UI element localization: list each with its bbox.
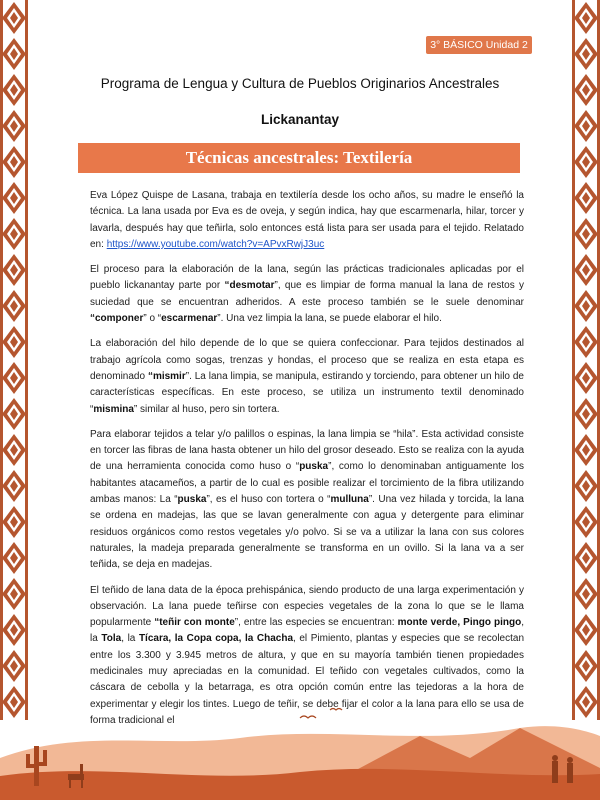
footer-birds-icon	[300, 709, 342, 719]
text-run: , la	[90, 617, 524, 645]
left-decorative-border	[0, 0, 28, 720]
bold-term: puska	[299, 461, 329, 473]
text-run: ”, entre las especies se encuentran:	[234, 617, 398, 629]
bold-term: mulluna	[330, 494, 369, 506]
section-banner	[78, 143, 520, 173]
text-run: , el Pimiento, plantas y especies que se recolectan entre los 3.300 y 3.945 metros de altura, y que en su mayoría también tienen propiedades medicinales muy apreciadas en la comunidad. El teñido con vegetales cultivados, como la cáscara de cebolla y la betarraga, es otra opción común entre las tejedoras a la hora de experimentar y elegir los tintes. Luego de teñir, se debe fijar el color a la lana para ello se usa de forma tradicional el	[90, 633, 525, 726]
text-run: ”, que es limpiar de forma manual la lana de restos y suciedad que se encuentran adheridos. A este proceso también se le suele denominar	[90, 280, 525, 308]
text-run: ”. Una vez limpia la lana, se puede elaborar el hilo.	[217, 313, 442, 325]
section-title: Técnicas ancestrales: Textilería	[185, 148, 413, 167]
text-run: ”. La lana limpia, se manipula, estirando y torciendo, para obtener un hilo de características específicas. En este proceso, se utiliza un instrumento textil denominado “	[90, 370, 524, 415]
paragraph	[90, 188, 524, 253]
paragraph	[90, 336, 524, 417]
bold-term: monte verde, Pingo pingo	[397, 617, 522, 629]
text-run: ” similar al huso, pero sin tortera.	[133, 403, 280, 415]
paragraph	[90, 427, 524, 574]
bold-term: “mismir	[147, 370, 186, 382]
document-body	[90, 188, 524, 738]
bold-term: Tola	[101, 633, 122, 645]
bold-term: escarmenar	[161, 313, 218, 325]
text-run: El proceso para la elaboración de la lana, según las prácticas tradicionales aplicadas por el pueblo lickanantay parte por	[90, 264, 524, 292]
paragraph-text: Eva López Quispe de Lasana, trabaja en textilería desde los ocho años, su madre le enseñó la técnica. La lana usada por Eva es de oveja, y según indica, hay que escarmenarla, hilar, torcer y lavarla, después hay que teñirla, solo entonces está lista para ser usada para el tejido. Relatado en:	[90, 190, 524, 250]
right-decorative-border	[572, 0, 600, 720]
footer-landscape-illustration	[0, 688, 600, 800]
text-run: ”, es el huso con tortera o “	[206, 494, 331, 506]
paragraph	[90, 262, 524, 327]
bold-term: “teñir con monte	[154, 617, 235, 629]
grade-unit-badge: 3° BÁSICO Unidad 2	[426, 36, 532, 54]
text-run: ”, como lo denominaban antiguamente los habitantes atacameños, a partir de lo cual es posible realizar el torcimiento de la fibra utilizando ambas manos: La “	[90, 461, 524, 506]
program-title: Programa de Lengua y Cultura de Pueblos Originarios Ancestrales	[100, 76, 500, 91]
text-run: El teñido de lana data de la época prehispánica, siendo producto de una larga experimentación y observación. La lana puede teñirse con especies vegetales de la zona lo que se le llama popularmente	[90, 584, 524, 629]
text-run: ”. Una vez hilada y torcida, la lana se ordena en madejas, las que se lavan generalmente con agua y detergente para eliminar residuos orgánicos como restos vegetales y/o polvo. Si se va a utilizar la lana con sus colores naturales, la madeja preparada generalmente se transforma en un ovillo. Si la lana va a ser teñida, se deja en madejas.	[90, 494, 524, 571]
bold-term: “desmotar	[224, 280, 275, 292]
video-link[interactable]: https://www.youtube.com/watch?v=APvxRwjJ3uc	[106, 238, 325, 250]
text-run: ” o “	[143, 313, 162, 325]
people-name: Lickanantay	[260, 112, 340, 127]
text-run: Para elaborar tejidos a telar y/o palillos o espinas, la lana limpia se “hila”. Esta actividad consiste en torcer las fibras de lana hasta obtener un hilo del grosor deseado. Esto se realiza con la ayuda de una herramienta conocida como huso o “	[90, 428, 524, 473]
text-run: , la	[121, 633, 139, 645]
bold-term: mismina	[93, 403, 134, 415]
bold-term: Tícara, la Copa copa, la Chacha	[138, 633, 294, 645]
bold-term: “componer	[90, 313, 144, 325]
bold-term: puska	[177, 494, 207, 506]
text-run: La elaboración del hilo depende de lo que se quiera confeccionar. Para tejidos destinados al trabajo agrícola como sogas, trenzas y hondas, el proceso que se realiza en esta etapa es denominado	[90, 338, 524, 382]
